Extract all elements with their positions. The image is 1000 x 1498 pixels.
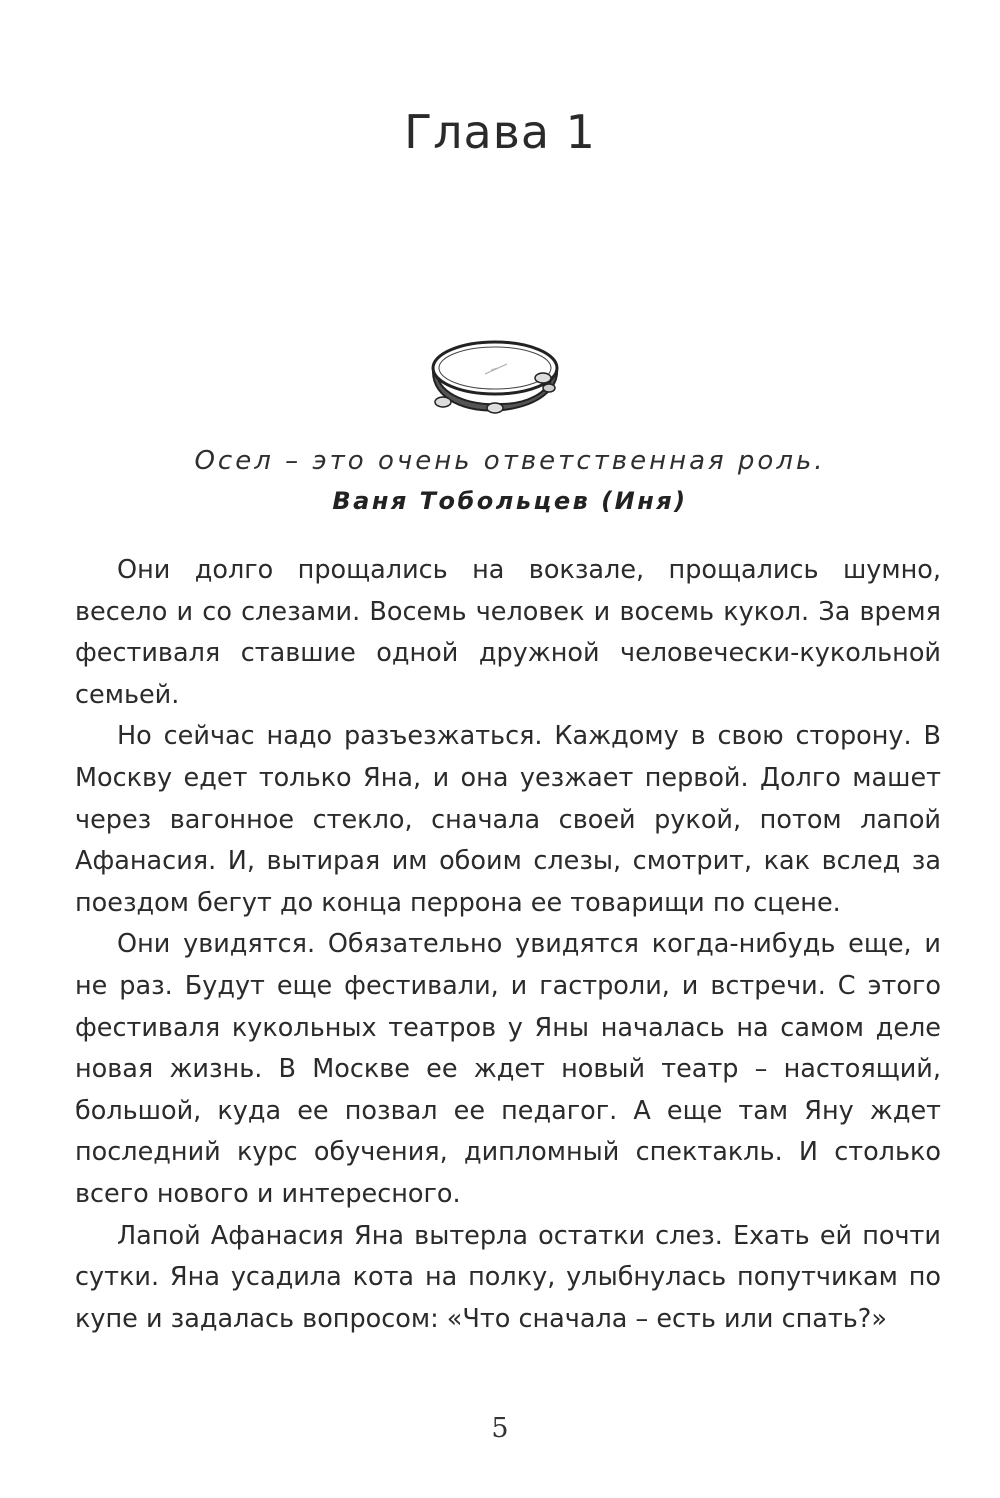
tambourine-icon — [425, 338, 565, 418]
paragraph: Но сейчас надо разъезжаться. Каждому в свою сторону. В Москву едет только Яна, и она уезжает первой. Долго машет через вагонное стекло, сначала своей рукой, потом лапой Афанасия. И, вытирая им обоим слезы, смотрит, как вслед за поездом бегут до конца перрона ее товарищи по сцене. — [75, 721, 941, 918]
chapter-body — [75, 550, 941, 1340]
chapter-title: Глава 1 — [404, 105, 596, 159]
page-number: 5 — [491, 1413, 509, 1444]
epigraph-author: Ваня Тобольцев (Иня) — [332, 487, 688, 515]
paragraph: Они долго прощались на вокзале, прощались шумно, весело и со слезами. Восемь человек и восемь кукол. За время фестиваля ставшие одной дружной человечески-кукольной семьей. — [75, 555, 941, 710]
paragraph: Они увидятся. Обязательно увидятся когда-нибудь еще, и не раз. Будут еще фестивали, и гастроли, и встречи. С этого фестиваля кукольных театров у Яны началась на самом деле новая жизнь. В Москве ее ждет новый театр – настоящий, большой, куда ее позвал ее педагог. А еще там Яну ждет последний курс обучения, дипломный спектакль. И столько всего нового и интересного. — [75, 929, 941, 1209]
epigraph-quote: Осел – это очень ответственная роль. — [194, 446, 826, 476]
epigraph — [0, 440, 1000, 520]
paragraph: Лапой Афанасия Яна вытерла остатки слез. Ехать ей почти сутки. Яна усадила кота на полку, улыбнулась попутчикам по купе и задалась вопросом: «Что сначала – есть или спать?» — [75, 1220, 941, 1334]
